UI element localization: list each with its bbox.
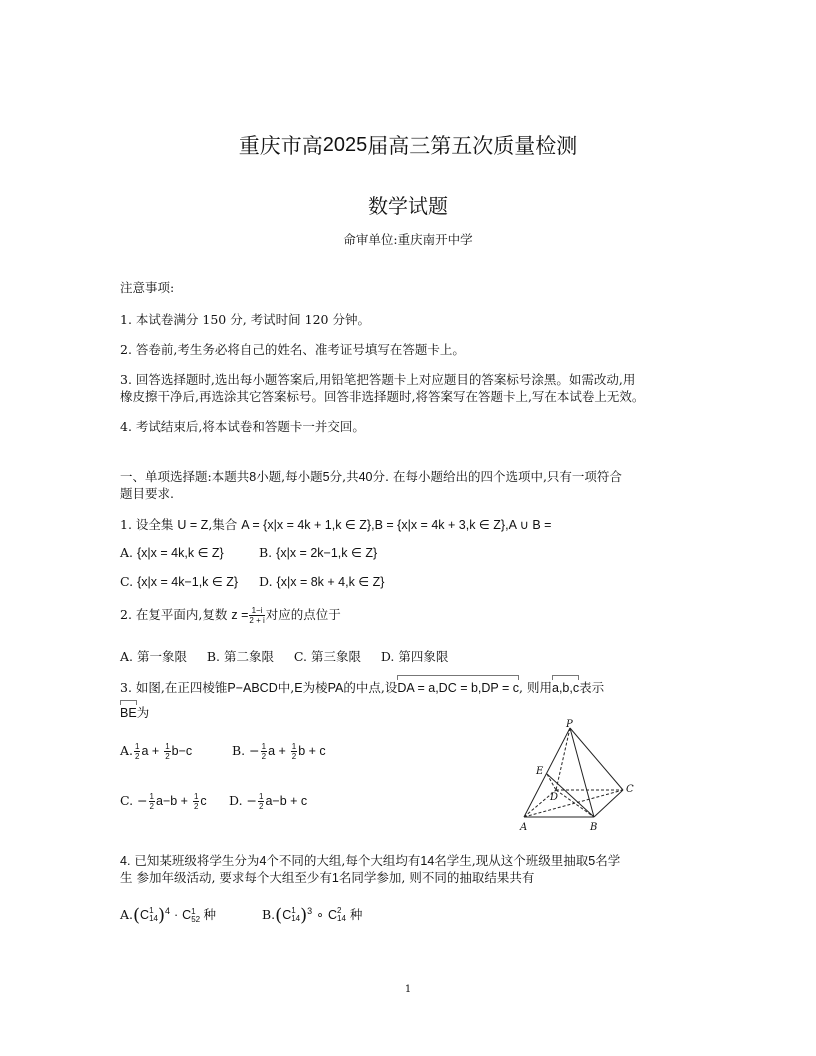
q3-option-d: D. − $\frac{1}{2}$ a−b + c	[229, 792, 308, 811]
question-4: 4. 已知某班级将学生分为4个不同的大组,每个大组均有14名学生,现从这个班级里抽取5名学	[120, 853, 621, 868]
page-number: 1	[404, 984, 412, 995]
edge-PA	[524, 728, 570, 817]
label-E: E	[536, 766, 544, 777]
label-C: C	[626, 784, 634, 795]
label-A: A	[520, 822, 528, 833]
label-P: P	[566, 719, 573, 730]
note-1: 1. 本试卷满分 150 分, 考试时间 120 分钟。	[120, 312, 370, 327]
label-D: D	[550, 792, 559, 803]
edge-PD	[556, 728, 570, 790]
q4-option-b: B.(C 1 14 )$^3$ ∘ C 2 14 种	[262, 905, 363, 926]
segment-ED	[547, 774, 556, 790]
q2-option-c: C. 第三象限	[293, 649, 361, 664]
notes-heading: 注意事项:	[120, 280, 175, 295]
q2-options	[120, 649, 448, 665]
note-2: 2. 答卷前,考生务必将自己的姓名、准考证号填写在答题卡上。	[120, 342, 465, 357]
note-3-line1: 3. 回答选择题时,选出每小题答案后,用铅笔把答题卡上对应题目的答案标号涂黑。如需改动,用	[120, 372, 636, 387]
section-heading: 一、单项选择题:本题共8小题,每小题5分,共40分. 在每小题给出的四个选项中,只有一项符合	[120, 469, 622, 484]
note-3-line2: 橡皮擦干净后,再选涂其它答案标号。回答非选择题时,将答案写在答题卡上,写在本试卷上无效。	[120, 389, 645, 404]
q1-option-d: D. {x|x = 8k + 4,k ∈ Z}	[259, 574, 385, 589]
q2-option-a: A. 第一象限	[120, 649, 187, 664]
question-1: 1. 设全集 U = Z,集合 A = {x|x = 4k + 1,k ∈ Z},B = {x|x = 4k + 3,k ∈ Z},A ∪ B =	[120, 517, 552, 532]
subject-title: 数学试题	[368, 194, 448, 218]
question-2: 2. 在复平面内,复数 z = $\frac{1-i}{2 + i}$ 对应的点位于	[120, 606, 341, 625]
q3-option-c: C. − $\frac{1}{2}$ a−b + $\frac{1}{2}$ c	[120, 792, 207, 811]
pyramid-figure	[510, 718, 670, 836]
q4-option-a: A.(C 1 14 )$^4 \cdot C_{52}^1$ 种	[120, 905, 217, 926]
page-title: 重庆市高2025届高三第五次质量检测	[238, 134, 578, 158]
note-4: 4. 考试结束后,将本试卷和答题卡一并交回。	[120, 419, 365, 434]
q1-option-b: B. {x|x = 2k−1,k ∈ Z}	[259, 545, 378, 560]
section-heading-line2: 题目要求.	[120, 486, 174, 501]
question-3-line2: BE为	[120, 705, 150, 720]
label-B: B	[590, 822, 598, 833]
q1-option-c: C. {x|x = 4k−1,k ∈ Z}	[120, 574, 239, 589]
question-4-line2: 生 参加年级活动, 要求每个大组至少有1名同学参加, 则不同的抽取结果共有	[120, 870, 535, 885]
issuer-line: 命审单位:重庆南开中学	[343, 232, 473, 247]
q3-option-a: A. $\frac{1}{2}$ a + $\frac{1}{2}$ b−c	[120, 742, 193, 761]
question-3: 3. 如图,在正四棱锥P−ABCD中,E为棱PA的中点,设DA = a,DC = b,DP = c, 则用a,b,c表示	[120, 680, 605, 695]
q1-option-a: A. {x|x = 4k,k ∈ Z}	[120, 545, 224, 560]
q3-option-b: B. − $\frac{1}{2}$ a + $\frac{1}{2}$ b + c	[232, 742, 326, 761]
fraction: $\frac{1-i}{2 + i}$	[249, 606, 265, 625]
q2-option-d: D. 第四象限	[380, 649, 449, 664]
q2-option-b: B. 第二象限	[206, 649, 274, 664]
